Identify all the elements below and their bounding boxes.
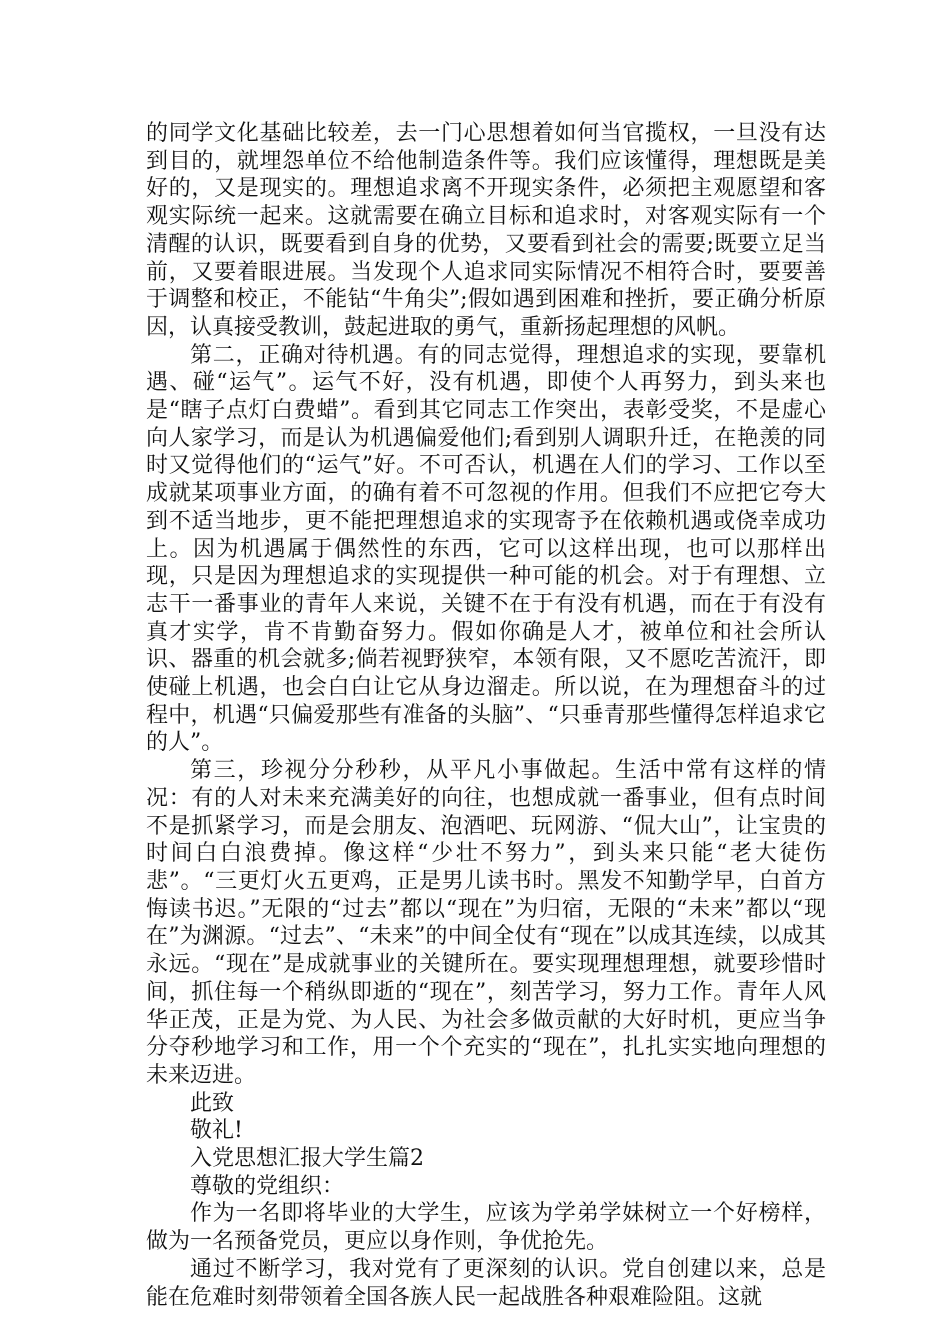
paragraph-understanding: 通过不断学习，我对党有了更深刻的认识。党自创建以来，总是能在危难时刻带领着全国各族人民一起战胜各种艰难险阻。这就 xyxy=(146,1256,826,1310)
closing-regards: 敬礼! xyxy=(190,1118,243,1144)
paragraph-role-model: 作为一名即将毕业的大学生，应该为学弟学妹树立一个好榜样，做为一名预备党员，更应以身作则，争优抢先。 xyxy=(146,1201,826,1255)
paragraph-continuation: 的同学文化基础比较差，去一门心思想着如何当官揽权，一旦没有达到目的，就埋怨单位不给他制造条件等。我们应该懂得，理想既是美好的，又是现实的。理想追求离不开现实条件，必须把主观愿望和客观实际统一起来。这就需要在确立目标和追求时，对客观实际有一个清醒的认识，既要看到自身的优势，又要看到社会的需要;既要立足当前，又要着眼进展。当发现个人追求同实际情况不相符合时，要要善于调整和校正，不能钻“牛角尖”;假如遇到困难和挫折，要正确分析原因，认真接受教训，鼓起进取的勇气，重新扬起理想的风帆。 xyxy=(146,121,826,340)
paragraph-opportunity: 第二，正确对待机遇。有的同志觉得，理想追求的实现，要靠机遇、碰“运气”。运气不好，没有机遇，即使个人再努力，到头来也是“瞎子点灯白费蜡”。看到其它同志工作突出，表彰受奖，不是虚心向人家学习，而是认为机遇偏爱他们;看到别人调职升迁，在艳羡的同时又觉得他们的“运气”好。不可否认，机遇在人们的学习、工作以至成就某项事业方面，的确有着不可忽视的作用。但我们不应把它夸大到不适当地步，更不能把理想追求的实现寄予在依赖机遇或侥幸成功上。因为机遇属于偶然性的东西，它可以这样出现，也可以那样出现，只是因为理想追求的实现提供一种可能的机会。对于有理想、立志干一番事业的青年人来说，关键不在于有没有机遇，而在于有没有真才实学，肯不肯勤奋努力。假如你确是人才，被单位和社会所认识、器重的机会就多;倘若视野狭窄，本领有限，又不愿吃苦流汗，即使碰上机遇，也会白白让它从身边溜走。所以说，在为理想奋斗的过程中，机遇“只偏爱那些有准备的头脑”、“只垂青那些懂得怎样追求它的人”。 xyxy=(146,342,826,756)
document-page xyxy=(146,120,826,1311)
section-title: 入党思想汇报大学生篇2 xyxy=(190,1146,424,1172)
paragraph-cherish-time: 第三，珍视分分秒秒，从平凡小事做起。生活中常有这样的情况：有的人对未来充满美好的向往，也想成就一番事业，但有点时间不是抓紧学习，而是会朋友、泡酒吧、玩网游、“侃大山”，让宝贵的时间白白浪费掉。像这样“少壮不努力”，到头来只能“老大徒伤悲”。“三更灯火五更鸡，正是男儿读书时。黑发不知勤学早，白首方悔读书迟。”无限的“过去”都以“现在”为归宿，无限的“未来”都以“现在”为渊源。“过去”、“未来”的中间全仗有“现在”以成其连续，以成其永远。“现在”是成就事业的关键所在。要实现理想理想，就要珍惜时间，抓住每一个稍纵即逝的“现在”，刻苦学习，努力工作。青年人风华正茂，正是为党、为人民、为社会多做贡献的大好时机，更应当争分夺秒地学习和工作，用一个个充实的“现在”，扎扎实实地向理想的未来迈进。 xyxy=(146,758,826,1088)
greeting: 尊敬的党组织： xyxy=(190,1173,345,1199)
closing-salutation: 此致 xyxy=(190,1090,235,1116)
